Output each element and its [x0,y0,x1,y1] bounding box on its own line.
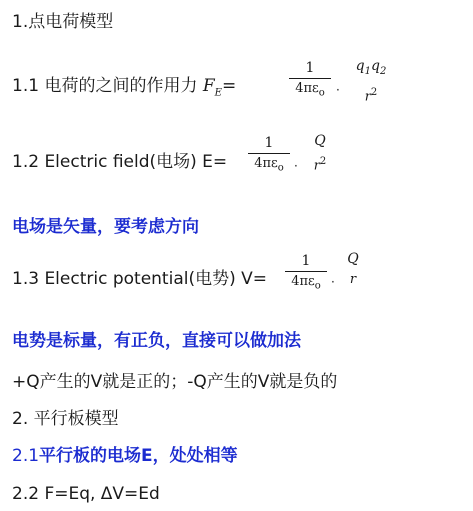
multiply-dot: · [336,83,340,97]
equals-sign: = [221,76,237,96]
parallel-plate-field-line [12,446,238,466]
multiply-dot: · [331,275,335,289]
numerator-one: 1 [305,60,315,76]
denominator-4-pi-eps0: $4\pi\varepsilon_o$ [295,81,325,99]
distance-squared: $r^2$ [364,86,378,105]
parallel-plate-formulas: 2.2 F=Eq, ΔV=Ed [12,484,160,504]
charge-product: $q_1q_2$ [355,58,387,77]
electric-potential-line: 1.3 Electric potential(电势) V= [12,269,267,289]
denominator-4-pi-eps0: $4\pi\varepsilon_o$ [291,274,321,292]
distance-r: r [349,272,357,287]
numerator-one: 1 [301,253,311,269]
heading-point-charge-model: 1.点电荷模型 [12,12,114,32]
fraction-bar [285,271,327,272]
charge-Q: Q [347,251,359,267]
note-sign-of-potential: +Q产生的V就是正的；-Q产生的V就是负的 [12,372,338,392]
charge-over-r-fraction [340,251,366,288]
electric-field-line: 1.2 Electric field(电场) E= [12,152,228,172]
numerator-one: 1 [264,135,274,151]
charge-Q: Q [314,133,326,149]
field-constant-fraction [248,135,290,177]
force-subscript: E [214,87,222,99]
potential-constant-fraction [285,253,327,295]
distance-squared: $r^2$ [313,156,327,174]
section-number: 2.1 [12,446,40,466]
denominator-4-pi-eps0: $4\pi\varepsilon_o$ [254,156,284,174]
coulomb-force-line [12,76,236,103]
coulomb-force-label: 1.1 电荷的之间的作用力 [12,76,203,96]
force-symbol: F [202,76,215,96]
note-uniform-field: 平行板的电场E，处处相等 [39,446,238,466]
note-potential-is-scalar: 电势是标量，有正负，直接可以做加法 [12,331,301,351]
fraction-bar [289,78,331,79]
charge-over-r2-fraction [304,133,336,174]
charge-product-fraction [348,58,394,105]
heading-parallel-plate-model: 2. 平行板模型 [12,409,119,429]
note-field-is-vector: 电场是矢量，要考虑方向 [12,217,199,237]
multiply-dot: · [294,159,298,173]
fraction-bar [248,153,290,154]
coulomb-constant-fraction [289,60,331,102]
